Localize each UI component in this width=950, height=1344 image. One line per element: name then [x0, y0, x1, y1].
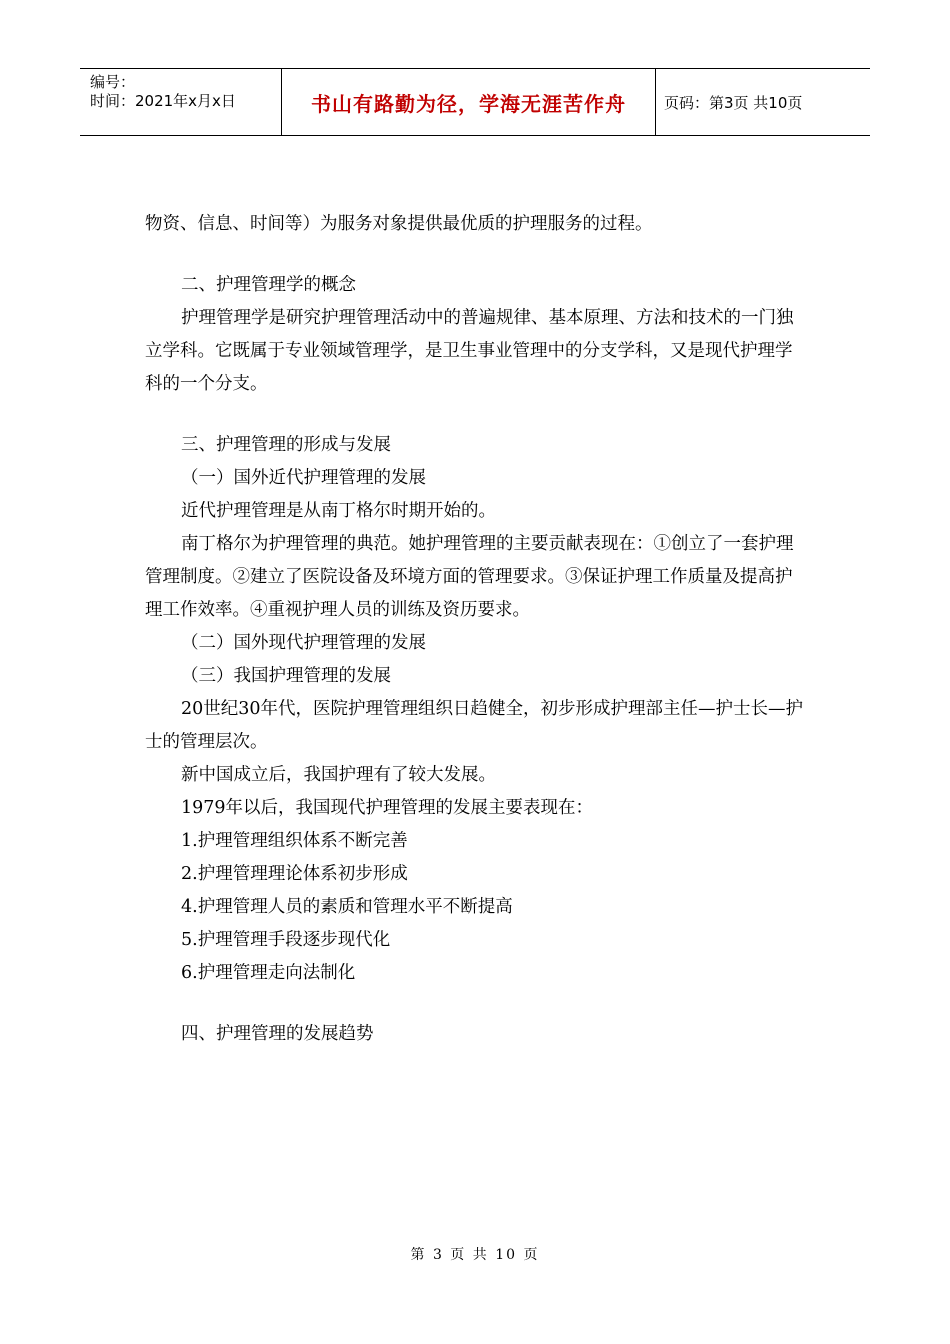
spacer — [145, 241, 807, 269]
paragraph: 20世纪30年代，医院护理管理组织日趋健全，初步形成护理部主任—护士长—护士的管理层次。 — [145, 699, 804, 752]
section-heading-3: 三、护理管理的形成与发展 — [181, 435, 391, 455]
subsection-heading-3: （三）我国护理管理的发展 — [181, 666, 391, 686]
paragraph: 近代护理管理是从南丁格尔时期开始的。 — [181, 501, 496, 521]
section-heading-4: 四、护理管理的发展趋势 — [181, 1024, 374, 1044]
document-body — [145, 208, 807, 1051]
header-page-info: 页码：第3页 共10页 — [664, 93, 803, 112]
subsection-heading-2: （二）国外现代护理管理的发展 — [181, 633, 426, 653]
paragraph-continued: 物资、信息、时间等）为服务对象提供最优质的护理服务的过程。 — [145, 214, 653, 234]
header-motto: 书山有路勤为径，学海无涯苦作舟 — [282, 69, 656, 135]
spacer — [145, 990, 807, 1018]
subsection-heading-1: （一）国外近代护理管理的发展 — [181, 468, 426, 488]
document-number-label: 编号： — [90, 73, 136, 91]
page-footer: 第 3 页 共 10 页 — [410, 1247, 540, 1263]
paragraph: 1979年以后，我国现代护理管理的发展主要表现在： — [181, 798, 594, 818]
header-meta — [80, 69, 282, 135]
list-item: 2.护理管理理论体系初步形成 — [181, 864, 408, 884]
list-item: 4.护理管理人员的素质和管理水平不断提高 — [181, 897, 513, 917]
section-heading-2: 二、护理管理学的概念 — [181, 275, 356, 295]
paragraph-definition: 护理管理学是研究护理管理活动中的普遍规律、基本原理、方法和技术的一门独立学科。它既属于专业领域管理学，是卫生事业管理中的分支学科，又是现代护理学科的一个分支。 — [145, 308, 794, 394]
list-item: 5.护理管理手段逐步现代化 — [181, 930, 391, 950]
paragraph: 新中国成立后，我国护理有了较大发展。 — [181, 765, 496, 785]
list-item: 1.护理管理组织体系不断完善 — [181, 831, 408, 851]
spacer — [145, 401, 807, 429]
list-item: 6.护理管理走向法制化 — [181, 963, 356, 983]
document-date: 时间：2021年x月x日 — [90, 92, 236, 110]
paragraph: 南丁格尔为护理管理的典范。她护理管理的主要贡献表现在：①创立了一套护理管理制度。②建立了医院设备及环境方面的管理要求。③保证护理工作质量及提高护理工作效率。④重视护理人员的训练及资历要求。 — [145, 534, 794, 620]
page-header — [80, 68, 870, 136]
